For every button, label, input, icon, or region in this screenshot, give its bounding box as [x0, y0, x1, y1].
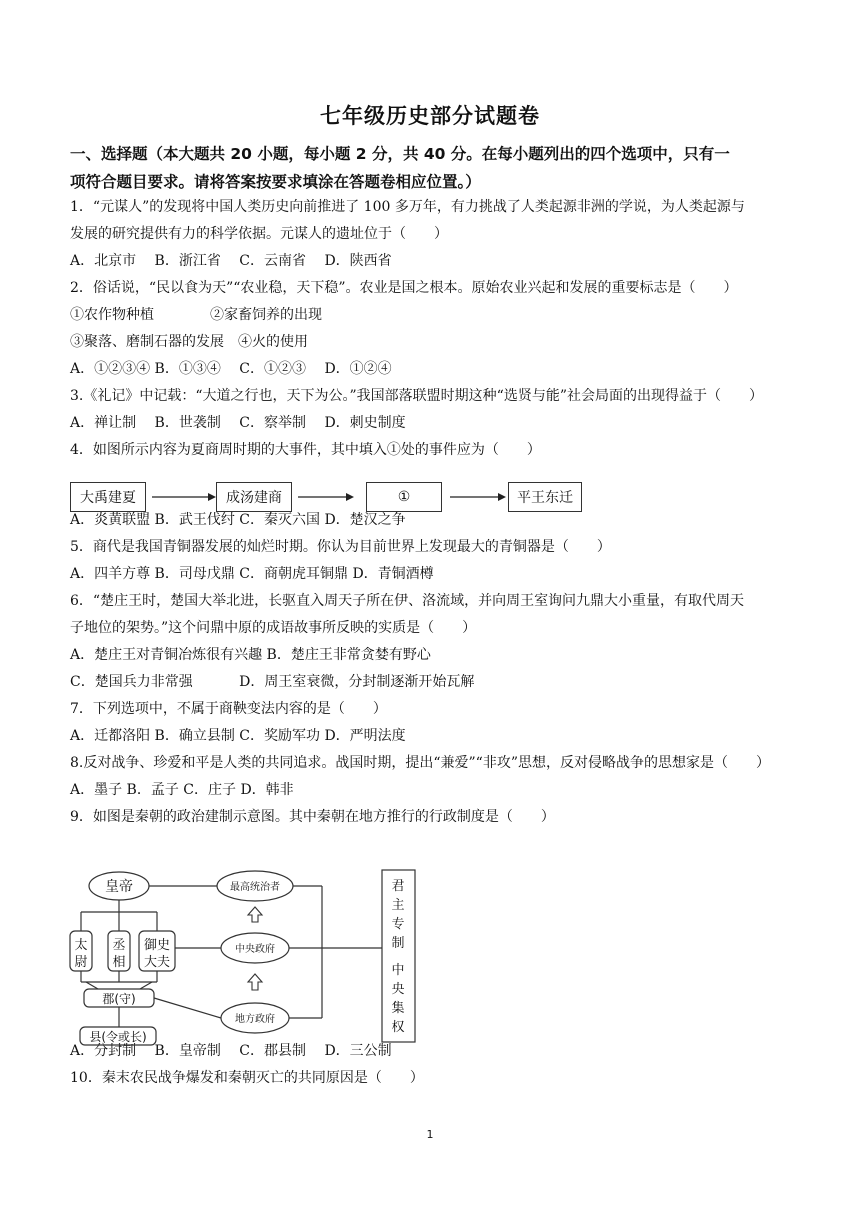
- flow-box: 平王东迁: [508, 482, 582, 512]
- answer-options: A．分封制 B．皇帝制 C．郡县制 D．三公制: [70, 1043, 392, 1059]
- question-line: ①农作物种植 ②家畜饲养的出现: [70, 307, 322, 323]
- question-line: 4．如图所示内容为夏商周时期的大事件，其中填入①处的事件应为（ ）: [70, 442, 541, 458]
- svg-text:专: 专: [391, 917, 405, 932]
- yushi-label: 大夫: [143, 955, 171, 970]
- question-line: 发展的研究提供有力的科学依据。元谋人的遗址位于（ ）: [70, 226, 448, 242]
- chengxiang-label: 相: [112, 955, 126, 970]
- svg-text:央: 央: [391, 982, 405, 997]
- question-line: 7．下列选项中，不属于商鞅变法内容的是（ ）: [70, 701, 387, 717]
- question-line: 8.反对战争、珍爱和平是人类的共同追求。战国时期，提出“兼爱”“非攻”思想，反对侵略战争的思想家是（ ）: [70, 755, 770, 771]
- qin-political-diagram: [68, 864, 418, 1049]
- xia-shang-zhou-flowchart: [70, 482, 590, 518]
- arrow-right-icon: [450, 490, 506, 504]
- flow-box: 大禹建夏: [70, 482, 146, 512]
- svg-text:制: 制: [391, 936, 405, 951]
- arrow-right-icon: [152, 490, 216, 504]
- taiwei-label: 太: [74, 938, 88, 953]
- section-heading-line: 一、选择题（本大题共 20 小题，每小题 2 分，共 40 分。在每小题列出的四个选项中，只有一: [70, 145, 730, 163]
- xian-label: 县(令或长): [89, 1030, 147, 1044]
- autocracy-label: [391, 879, 404, 1035]
- central-gov-label: 中央政府: [235, 944, 275, 955]
- emperor-label: 皇帝: [105, 879, 133, 895]
- local-gov-label: 地方政府: [235, 1014, 275, 1025]
- answer-options: A．北京市 B．浙江省 C．云南省 D．陕西省: [70, 253, 392, 269]
- supreme-ruler-label: 最高统治者: [230, 882, 280, 893]
- yushi-label: 御史: [143, 938, 171, 953]
- svg-text:集: 集: [391, 1001, 405, 1016]
- answer-options: A．迁都洛阳 B．确立县制 C．奖励军功 D．严明法度: [70, 728, 406, 744]
- answer-options: A．炎黄联盟 B．武王伐纣 C．秦灭六国 D．楚汉之争: [70, 512, 406, 528]
- jun-label: 郡(守): [102, 992, 136, 1006]
- question-line: 子地位的架势。”这个问鼎中原的成语故事所反映的实质是（ ）: [70, 620, 477, 636]
- question-line: 10．秦末农民战争爆发和秦朝灭亡的共同原因是（ ）: [70, 1070, 424, 1086]
- question-line: 1．“元谋人”的发现将中国人类历史向前推进了 100 多万年，有力挑战了人类起源非洲的学说，为人类起源与: [70, 199, 745, 215]
- question-line: 6．“楚庄王时，楚国大举北进，长驱直入周天子所在伊、洛流域，并向周王室询问九鼎大小重量，有取代周天: [70, 593, 745, 609]
- taiwei-label: 尉: [74, 955, 88, 970]
- answer-options: A．四羊方尊 B．司母戊鼎 C．商朝虎耳铜鼎 D．青铜酒樽: [70, 566, 434, 582]
- question-line: 5．商代是我国青铜器发展的灿烂时期。你认为目前世界上发现最大的青铜器是（ ）: [70, 539, 611, 555]
- svg-text:主: 主: [391, 898, 405, 913]
- answer-options: A．①②③④ B．①③④ C．①②③ D．①②④: [70, 361, 392, 377]
- answer-options: A．墨子 B．孟子 C．庄子 D．韩非: [70, 782, 294, 798]
- question-line: 3.《礼记》中记载：“大道之行也，天下为公。”我国部落联盟时期这种“选贤与能”社会局面的出现得益于（ ）: [70, 388, 763, 404]
- page-title: 七年级历史部分试题卷: [320, 104, 540, 128]
- arrow-right-icon: [298, 490, 354, 504]
- chengxiang-label: 丞: [112, 938, 126, 953]
- answer-options: C．楚国兵力非常强 D．周王室衰微，分封制逐渐开始瓦解: [70, 674, 475, 690]
- flow-box: 成汤建商: [216, 482, 292, 512]
- flow-box-blank: ①: [366, 482, 442, 512]
- question-line: 9．如图是秦朝的政治建制示意图。其中秦朝在地方推行的行政制度是（ ）: [70, 809, 555, 825]
- section-heading: [70, 140, 792, 196]
- svg-text:君: 君: [391, 879, 405, 894]
- answer-options: A．禅让制 B．世袭制 C．察举制 D．刺史制度: [70, 415, 406, 431]
- question-line: 2．俗话说，“民以食为天”“农业稳，天下稳”。农业是国之根本。原始农业兴起和发展的重要标志是（ ）: [70, 280, 738, 296]
- answer-options: A．楚庄王对青铜冶炼很有兴趣 B．楚庄王非常贪婪有野心: [70, 647, 431, 663]
- page-number: 1: [426, 1128, 434, 1141]
- question-line: ③聚落、磨制石器的发展 ④火的使用: [70, 334, 308, 350]
- svg-text:中: 中: [391, 963, 405, 978]
- section-heading-line: 项符合题目要求。请将答案按要求填涂在答题卷相应位置。）: [70, 173, 481, 191]
- svg-text:权: 权: [391, 1020, 405, 1035]
